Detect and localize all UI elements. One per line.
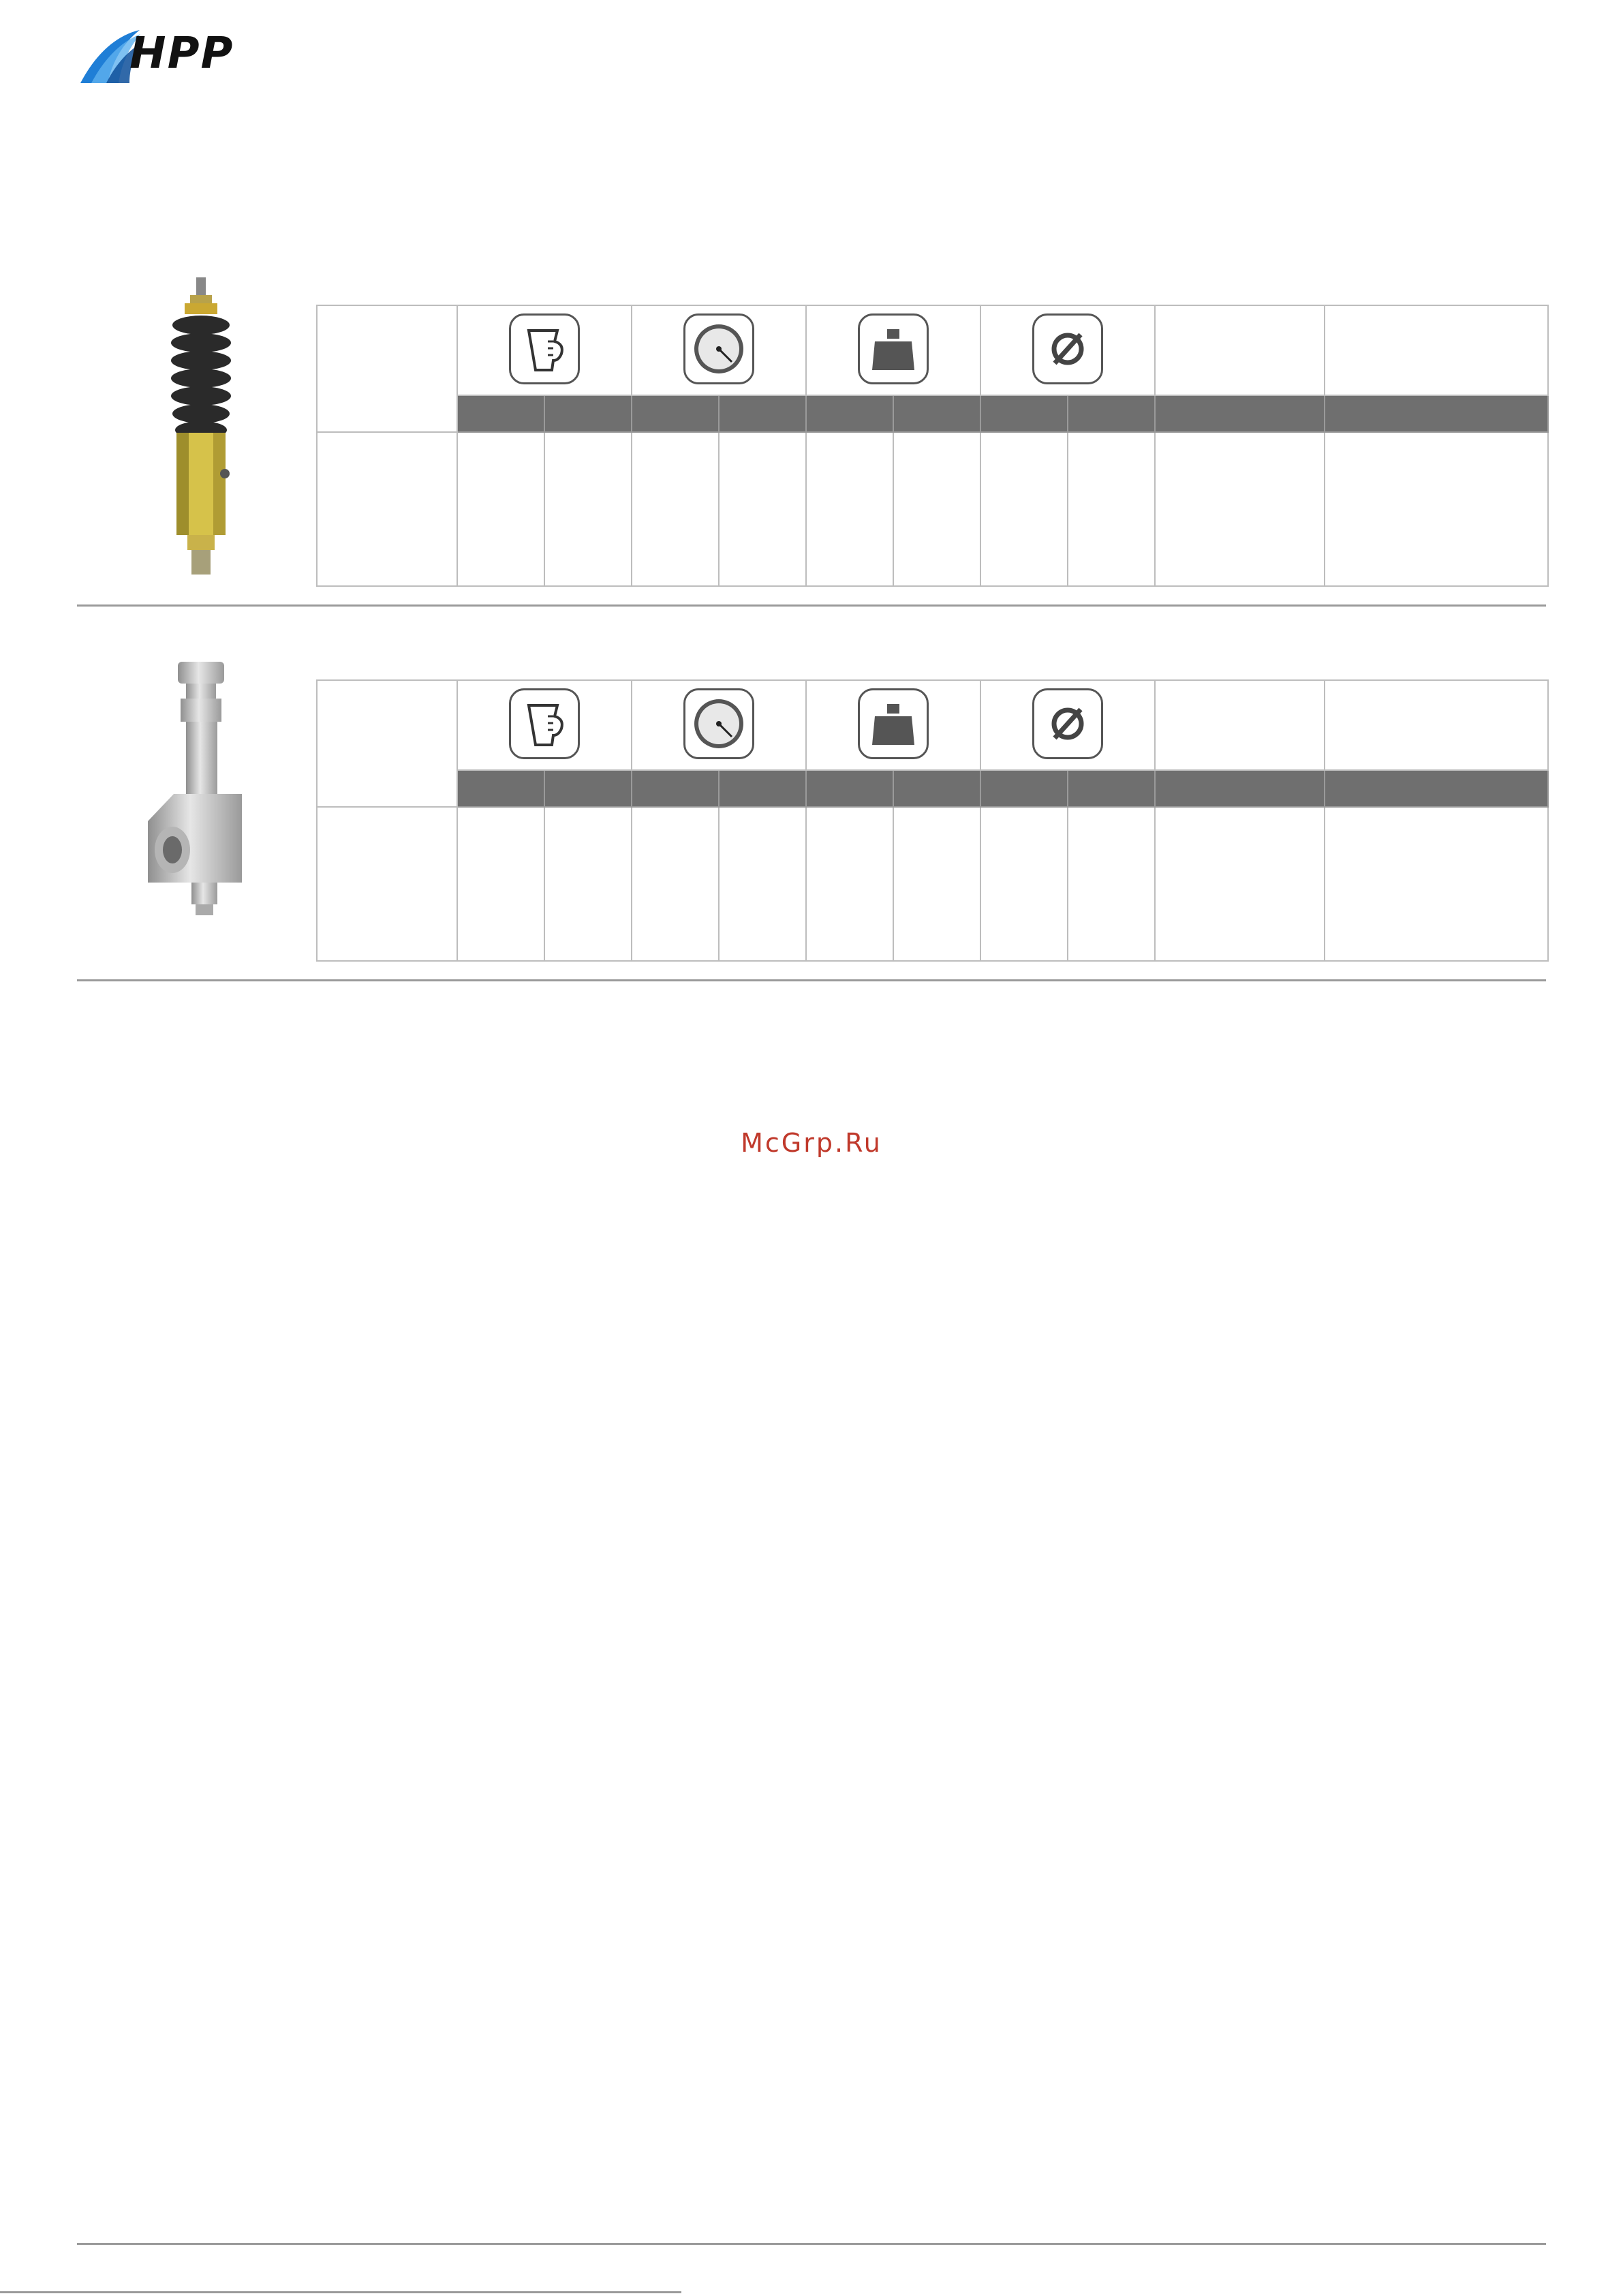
flow-header-cell — [457, 680, 632, 770]
band-cell — [632, 770, 719, 807]
band-cell — [719, 395, 806, 432]
value-cell — [719, 432, 806, 586]
spec-table-2 — [316, 679, 1549, 962]
empty-label-cell — [317, 305, 457, 432]
band-cell — [1325, 395, 1548, 432]
empty-label-cell — [317, 680, 457, 807]
band-cell — [719, 770, 806, 807]
value-cell — [632, 432, 719, 586]
pressure-gauge-icon — [683, 688, 754, 759]
band-cell — [1068, 770, 1155, 807]
value-cell — [980, 432, 1068, 586]
value-cell — [632, 807, 719, 961]
diameter-header-cell — [980, 680, 1155, 770]
spec-table-1 — [316, 305, 1549, 587]
value-cell — [317, 807, 457, 961]
pressure-gauge-icon — [683, 313, 754, 384]
pressure-header-cell — [632, 305, 806, 395]
pressure-header-cell — [632, 680, 806, 770]
band-cell — [980, 395, 1068, 432]
value-cell — [806, 432, 893, 586]
extra-header-cell — [1155, 305, 1325, 395]
weight-header-cell — [806, 680, 980, 770]
band-cell — [806, 395, 893, 432]
value-cell — [1325, 432, 1548, 586]
relief-valve-silver-icon — [133, 658, 269, 937]
band-cell — [1325, 770, 1548, 807]
band-cell — [457, 770, 544, 807]
section-divider — [77, 604, 1546, 607]
weight-header-cell — [806, 305, 980, 395]
brand-name: HPP — [129, 29, 234, 79]
value-cell — [893, 807, 980, 961]
value-cell — [893, 432, 980, 586]
flow-header-cell — [457, 305, 632, 395]
value-cell — [457, 807, 544, 961]
value-cell — [544, 432, 632, 586]
band-cell — [893, 395, 980, 432]
value-cell — [317, 432, 457, 586]
band-cell — [1155, 395, 1325, 432]
band-cell — [457, 395, 544, 432]
value-cell — [1325, 807, 1548, 961]
band-cell — [1068, 395, 1155, 432]
band-cell — [806, 770, 893, 807]
section-divider — [77, 979, 1546, 981]
footer-bottom-rule — [0, 2291, 681, 2293]
value-cell — [1068, 432, 1155, 586]
extra-header-cell — [1325, 680, 1548, 770]
band-cell — [893, 770, 980, 807]
value-cell — [719, 807, 806, 961]
value-cell — [980, 807, 1068, 961]
band-cell — [980, 770, 1068, 807]
weight-icon — [858, 688, 929, 759]
band-cell — [544, 395, 632, 432]
flow-jug-icon — [509, 313, 580, 384]
value-cell — [544, 807, 632, 961]
relief-valve-black-spring-icon — [133, 269, 269, 583]
value-cell — [1068, 807, 1155, 961]
flow-jug-icon — [509, 688, 580, 759]
extra-header-cell — [1155, 680, 1325, 770]
band-cell — [544, 770, 632, 807]
extra-header-cell — [1325, 305, 1548, 395]
value-cell — [806, 807, 893, 961]
value-cell — [1155, 432, 1325, 586]
weight-icon — [858, 313, 929, 384]
footer-divider — [77, 2243, 1546, 2245]
diameter-header-cell — [980, 305, 1155, 395]
watermark-link[interactable]: McGrp.Ru — [741, 1128, 882, 1158]
band-cell — [1155, 770, 1325, 807]
value-cell — [457, 432, 544, 586]
value-cell — [1155, 807, 1325, 961]
band-cell — [632, 395, 719, 432]
diameter-icon — [1032, 313, 1103, 384]
diameter-icon — [1032, 688, 1103, 759]
